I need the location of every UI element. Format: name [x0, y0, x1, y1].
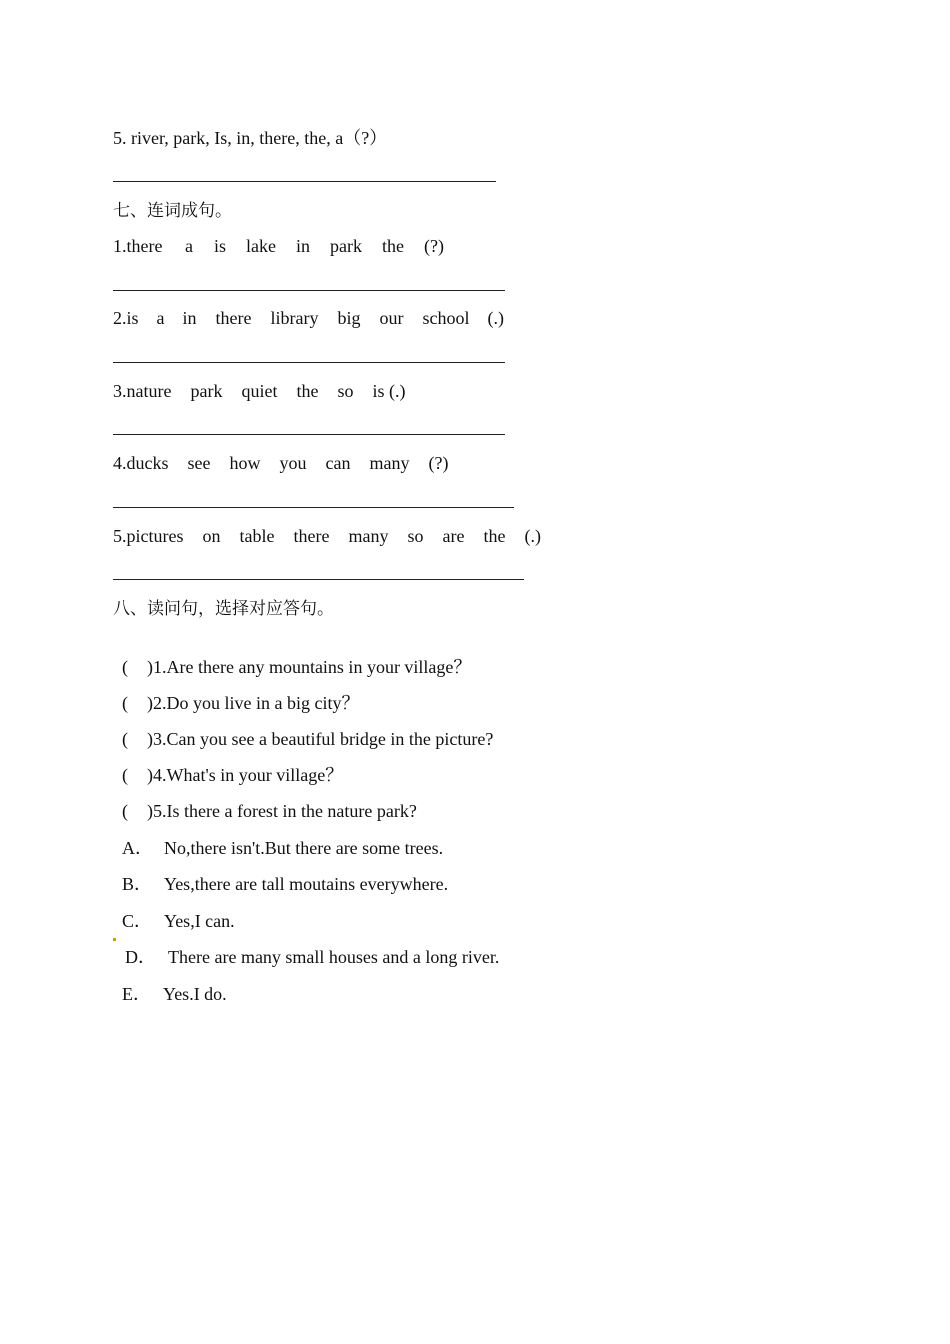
word: table	[239, 526, 275, 546]
word: is (.)	[372, 381, 406, 401]
option-text: Yes,there are tall moutains everywhere.	[164, 874, 449, 894]
answer-line[interactable]	[113, 434, 505, 435]
question-text: )3.Can you see a beautiful bridge in the picture?	[147, 729, 494, 749]
word-order-item-1	[113, 235, 444, 257]
word: in	[296, 236, 311, 256]
word-order-item-5	[113, 525, 541, 547]
question-text: )2.Do you live in a big city？	[147, 693, 360, 713]
word: can	[325, 453, 351, 473]
question-text: )5.Is there a forest in the nature park?	[147, 801, 417, 821]
answer-bracket[interactable]: (	[122, 693, 128, 713]
option-text: Yes,I can.	[164, 911, 235, 931]
word: are	[442, 526, 465, 546]
option-text: Yes.I do.	[163, 984, 227, 1004]
word: how	[229, 453, 261, 473]
section-8-title: 八、读问句，选择对应答句。	[113, 599, 334, 619]
word: the	[483, 526, 506, 546]
word: on	[202, 526, 221, 546]
word: there	[215, 308, 252, 328]
word: a	[185, 236, 193, 256]
word: (.)	[524, 526, 541, 546]
option-letter: C．	[122, 911, 153, 931]
prev-exercise-item: 5. river, park, Is, in, there, the, a（?）	[113, 128, 388, 148]
word: 3.nature	[113, 381, 172, 401]
section-7-title: 七、连词成句。	[113, 201, 232, 221]
word: school	[422, 308, 470, 328]
word: 2.is	[113, 308, 139, 328]
answer-line[interactable]	[113, 507, 514, 508]
option-letter: A．	[122, 838, 153, 858]
word: 1.there	[113, 236, 163, 256]
word: many	[348, 526, 389, 546]
word: a	[156, 308, 165, 328]
option-letter: D．	[125, 947, 156, 967]
answer-bracket[interactable]: (	[122, 801, 128, 821]
word: so	[337, 381, 354, 401]
word: in	[182, 308, 197, 328]
word: many	[369, 453, 410, 473]
option-text: No,there isn't.But there are some trees.	[164, 838, 444, 858]
word-order-item-4	[113, 452, 448, 474]
word: (?)	[428, 453, 449, 473]
option-text: There are many small houses and a long river.	[168, 947, 500, 967]
word: lake	[246, 236, 276, 256]
word: quiet	[241, 381, 278, 401]
word: 5.pictures	[113, 526, 184, 546]
answer-bracket[interactable]: (	[122, 765, 128, 785]
answer-line[interactable]	[113, 362, 505, 363]
word: the	[296, 381, 319, 401]
word: library	[270, 308, 319, 328]
word-order-item-2	[113, 307, 504, 329]
answer-line[interactable]	[113, 181, 496, 182]
option-letter: B．	[122, 874, 153, 894]
word: there	[293, 526, 330, 546]
answer-line[interactable]	[113, 579, 524, 580]
question-text: )1.Are there any mountains in your village？	[147, 657, 472, 677]
word: so	[407, 526, 424, 546]
question-text: )4.What's in your village？	[147, 765, 344, 785]
word: park	[330, 236, 362, 256]
word: (.)	[487, 308, 505, 328]
word: our	[379, 308, 404, 328]
word: big	[337, 308, 361, 328]
word: park	[190, 381, 223, 401]
word: is	[214, 236, 227, 256]
option-e	[113, 961, 227, 1005]
word: you	[279, 453, 307, 473]
answer-bracket[interactable]: (	[122, 729, 128, 749]
word: see	[187, 453, 211, 473]
word: (?)	[424, 236, 444, 256]
word: the	[382, 236, 404, 256]
word: 4.ducks	[113, 453, 169, 473]
answer-bracket[interactable]: (	[122, 657, 128, 677]
option-letter: E．	[122, 984, 151, 1004]
word-order-item-3	[113, 380, 405, 402]
answer-line[interactable]	[113, 290, 505, 291]
